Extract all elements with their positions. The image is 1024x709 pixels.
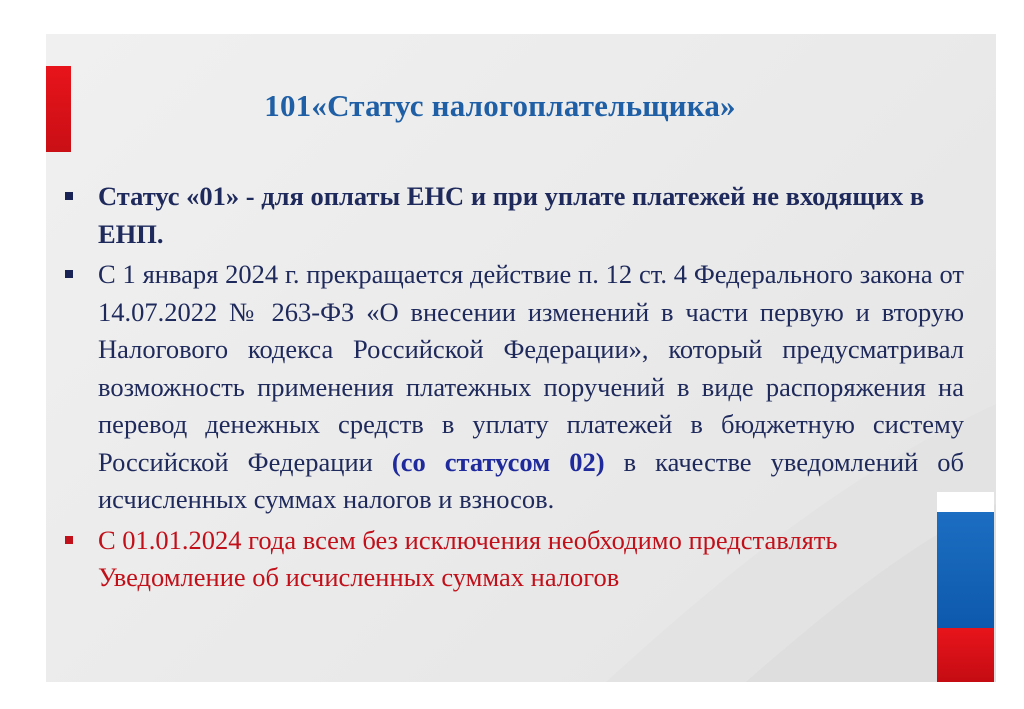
bullet-list [62, 178, 964, 597]
bullet-item-law-change [62, 256, 964, 519]
bullet-square-icon [65, 192, 73, 200]
bullet-square-icon [65, 270, 73, 278]
bullet-text: Статус «01» - для оплаты ЕНС и при уплате платежей не входящих в ЕНП. [98, 181, 925, 249]
bullet-text-part-2: в качестве уведомлений об исчисленных суммах налогов и взносов. [98, 446, 964, 514]
slide-title: 101«Статус налогоплательщика» [264, 88, 736, 123]
bullet-highlight-status-02: (со статусом 02) [391, 446, 605, 477]
bullet-square-icon [65, 536, 73, 544]
bullet-text-part-1: С 1 января 2024 г. прекращается действие п. 12 ст. 4 Федерального закона от 14.07.2022 № 263-ФЗ «О внесении изменений в части первую и вторую Налогового кодекса Российской Федерации», который предусматривал возможность применения платежных поручений в виде распоряжения на перевод денежных средств в уплату платежей в бюджетную систему Российской Федерации [98, 259, 964, 477]
bullet-text: С 01.01.2024 года всем без исключения необходимо представлять Уведомление об исчисленных суммах налогов [98, 524, 838, 592]
bullet-item-status-01 [62, 178, 964, 253]
bullet-item-notification [62, 522, 964, 597]
flag-red-stripe [937, 628, 994, 682]
